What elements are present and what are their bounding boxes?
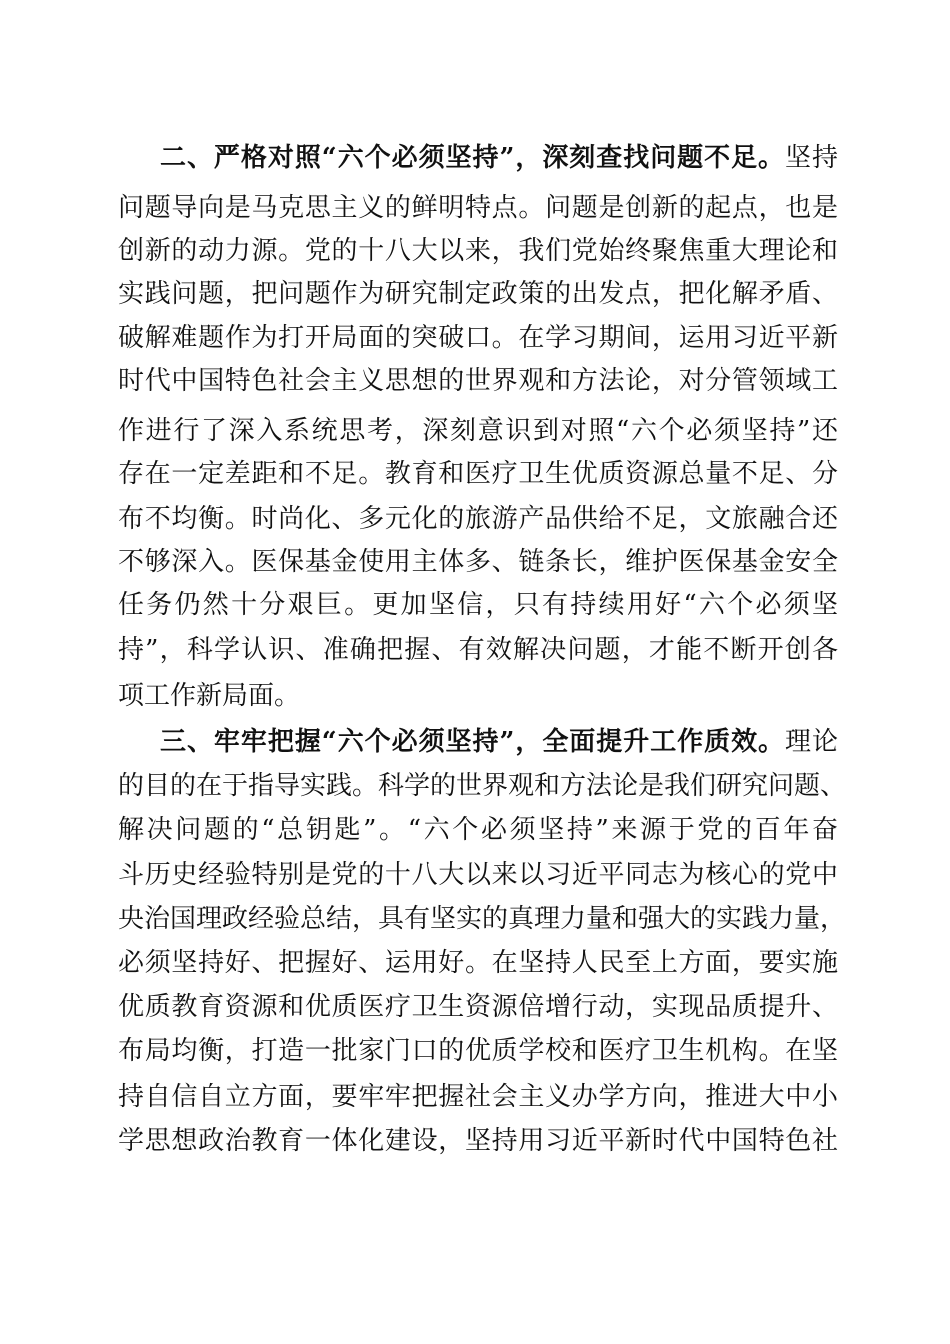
- paragraph-line: 时代中国特色社会主义思想的世界观和方法论，对分管领域工: [118, 366, 838, 396]
- paragraph-line: 问题导向是马克思主义的鲜明特点。问题是创新的起点，也是: [118, 193, 838, 223]
- section3-text-start: 理论: [785, 727, 838, 757]
- paragraph-line: 布局均衡，打造一批家门口的优质学校和医疗卫生机构。在坚: [118, 1036, 838, 1066]
- paragraph-line: 任务仍然十分艰巨。更加坚信，只有持续用好“六个必须坚: [118, 590, 838, 620]
- paragraph-line: 必须坚持好、把握好、运用好。在坚持人民至上方面，要实施: [118, 948, 838, 978]
- paragraph-line: 创新的动力源。党的十八大以来，我们党始终聚焦重大理论和: [118, 236, 838, 266]
- section3-line-1: [160, 720, 838, 764]
- paragraph-line: 学思想政治教育一体化建设，坚持用习近平新时代中国特色社: [118, 1126, 838, 1156]
- paragraph-line: 持”，科学认识、准确把握、有效解决问题，才能不断开创各: [118, 635, 838, 665]
- paragraph-line: 的目的在于指导实践。科学的世界观和方法论是我们研究问题、: [118, 771, 847, 801]
- paragraph-line: 存在一定差距和不足。教育和医疗卫生优质资源总量不足、分: [118, 459, 838, 489]
- section2-heading: 二、严格对照“六个必须坚持”，深刻查找问题不足。: [160, 143, 786, 173]
- paragraph-line: 斗历史经验特别是党的十八大以来以习近平同志为核心的党中: [118, 860, 838, 890]
- section3-heading: 三、牢牢把握“六个必须坚持”，全面提升工作质效。: [160, 727, 786, 757]
- paragraph-line: 持自信自立方面，要牢牢把握社会主义办学方向，推进大中小: [118, 1082, 838, 1112]
- paragraph-line: 央治国理政经验总结，具有坚实的真理力量和强大的实践力量，: [118, 904, 847, 934]
- paragraph-line: 解决问题的“总钥匙”。“六个必须坚持”来源于党的百年奋: [118, 815, 838, 845]
- paragraph-line: 实践问题，把问题作为研究制定政策的出发点，把化解矛盾、: [118, 279, 838, 309]
- paragraph-line: 不够深入。医保基金使用主体多、链条长，维护医保基金安全: [118, 547, 838, 577]
- paragraph-line: 项工作新局面。: [118, 681, 301, 711]
- paragraph-line: 布不均衡。时尚化、多元化的旅游产品供给不足，文旅融合还: [118, 504, 838, 534]
- paragraph-line: 破解难题作为打开局面的突破口。在学习期间，运用习近平新: [118, 323, 838, 353]
- section2-text-start: 坚持: [785, 143, 838, 173]
- section2-line-1: [160, 136, 838, 180]
- paragraph-line: 作进行了深入系统思考，深刻意识到对照“六个必须坚持”还: [118, 416, 838, 446]
- paragraph-line: 优质教育资源和优质医疗卫生资源倍增行动，实现品质提升、: [118, 992, 838, 1022]
